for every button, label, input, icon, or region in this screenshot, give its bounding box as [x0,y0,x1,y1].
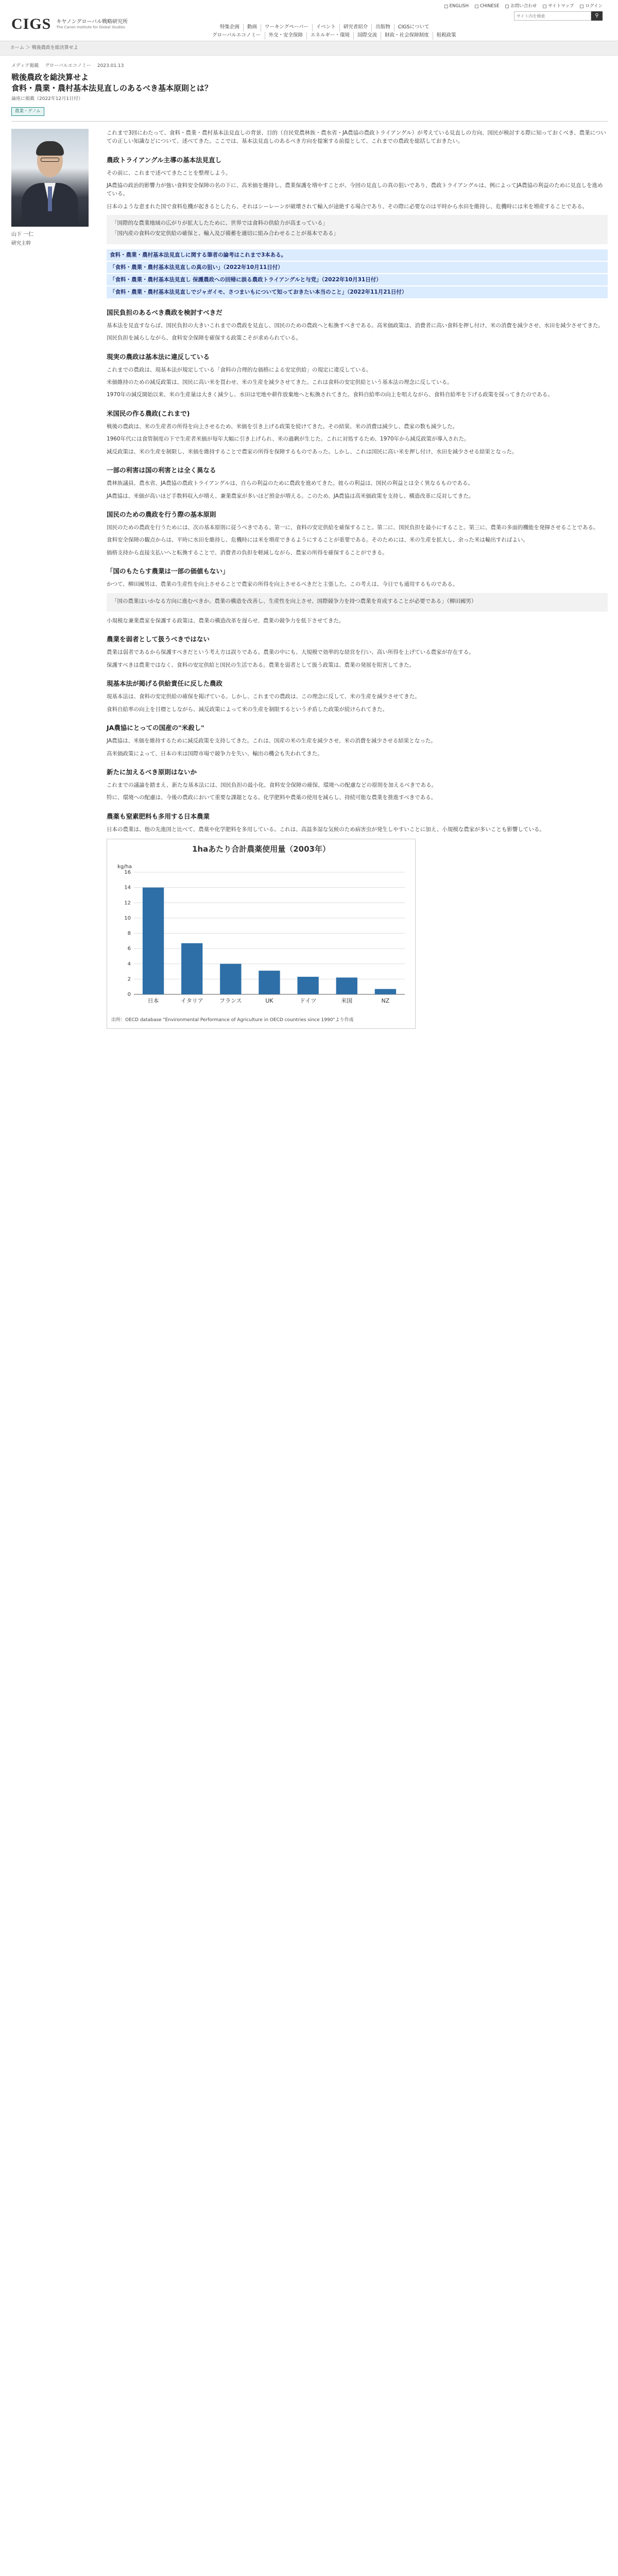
paragraph: 国民負担を減らしながら、食料安全保障を確保する政策こそが求められている。 [107,335,301,342]
paragraph: 保護すべきは農業ではなく、食料の安定供給と国民の生活である。農業を弱者として扱う政策は、農業の発展を阻害してきた。 [107,662,415,668]
source-note: 論座に掲載（2022年12月1日付） [11,96,83,101]
chart-bar [297,977,318,994]
search-button[interactable] [591,11,603,21]
topic-tag[interactable]: 農業・ゲノム [11,107,44,116]
quote-block [107,593,608,612]
author-photo [11,129,89,227]
nav-item-about[interactable]: CIGSについて [394,24,433,31]
chart-ylabel: kg/ha [117,863,132,870]
paragraph: 現基本法は、食料の安定供給の確保を掲げている。しかし、これまでの農政は、この理念に反して、米の生産を減少させてきた。 [107,693,420,700]
util-link-login[interactable]: ログイン [580,3,603,10]
nav-item-features[interactable]: 特集企画 [220,24,240,30]
title-line-2: 食料・農業・農村基本法見直しのあるべき基本原則とは？ [11,83,213,93]
pesticide-chart [107,839,416,1028]
related-link[interactable]: 「食料・農業・農村基本法見直しでジャガイモ、さつまいもについて知っておきたい本当のこと」（2022年11月21日付） [107,286,608,298]
chart-xtick-label: フランス [219,997,242,1004]
paragraph: 基本法を見直すならば、国民負担の大きいこれまでの農政を見直し、国民のための農政へと転換すべきである。高米価政策は、消費者に高い食料を押し付け、米の消費を減少させ、水田を減少させてきた。 [107,322,604,329]
section-heading: 「国のもたらす農業は一部の価値もない」 [107,567,229,575]
chart-ytick-label: 16 [124,869,131,875]
paragraph: かつて、柳田國男は、農業の生産性を向上させることで農家の所得を向上させるべきだと主張した。この考えは、今日でも通用するものである。 [107,581,458,588]
chart-xtick-label: ドイツ [299,997,317,1004]
square-icon [543,5,546,8]
util-link-sitemap[interactable]: サイトマップ [543,3,574,10]
chart-ytick-label: 4 [127,961,131,967]
chart-ytick-label: 2 [127,976,131,982]
section-heading: 農業を弱者として扱うべきではない [107,635,210,643]
paragraph: 価格支持から直接支払いへと転換することで、消費者の負担を軽減しながら、農家の所得を確保することができる。 [107,549,388,556]
chart-xtick-label: 日本 [147,997,159,1004]
util-link-chinese[interactable]: CHINESE [475,3,499,10]
meta-category[interactable]: メディア掲載 [11,63,39,69]
paragraph: 高米価政策によって、日本の米は国際市場で競争力を失い、輸出の機会も失われてきた。 [107,750,323,757]
related-articles [107,249,608,298]
paragraph: 日本のような恵まれた国で食料危機が起きるとしたら、それはシーレーンが破壊されて輸入が途絶する場合であり、その際に必要なのは平時から水田を維持し、危機時には米を増産することである。 [107,203,588,210]
chart-bar [181,943,202,994]
divider [11,121,608,122]
chart-title: 1haあたり合計農薬使用量（2003年） [192,844,330,854]
section-heading: 現基本法が掲げる供給責任に反した農政 [107,680,223,688]
paragraph: 農業は弱者であるから保護すべきだという考え方は誤りである。農業の中にも、大規模で効率的な経営を行い、高い所得を上げている農家が存在する。 [107,649,474,656]
site-header [0,0,618,41]
square-icon [505,5,509,8]
paragraph: その前に、これまで述べてきたことを整理しよう。 [107,170,231,176]
chart-ytick-label: 10 [124,915,131,921]
section-heading: 米国民の作る農政(これまで) [107,409,190,417]
related-link[interactable]: 「食料・農業・農村基本法見直し 保護農政への回帰に誤る農政トライアングルと与党」（2022年10月31日付） [107,274,608,285]
topic-global-economy[interactable]: グローバルエコノミー [212,32,261,38]
page-title [11,72,608,94]
chart-source: 出所：OECD database "Environmental Performance of Agriculture in OECD countries since 1990"より作成 [111,1017,354,1023]
chart-bar [143,887,164,994]
topic-fiscal[interactable]: 財政・社会保障制度 [381,32,433,40]
site-search [514,11,603,21]
section-heading: 農政トライアングル主導の基本法見直し [107,156,222,164]
quote-text: 「国の農業はいかなる方向に進むべきか。農業の構造を改善し、生産性を向上させ、国際競争力を持つ農業を育成することが必要である」（柳田國男） [112,598,477,604]
chart-ytick-label: 14 [124,885,131,891]
section-heading: 一部の利害は国の利害とは全く異なる [107,466,216,474]
meta-date: 2023.01.13 [97,63,124,69]
quote-block [107,215,608,244]
related-link[interactable]: 「食料・農業・農村基本法見直しの真の狙い」（2022年10月11日付） [107,262,608,273]
nav-item-events[interactable]: イベント [312,24,339,31]
chart-ytick-label: 6 [127,945,131,952]
chart-ytick-label: 8 [127,930,131,937]
chart-plot [111,858,412,1012]
author-role: 研究主幹 [11,240,31,246]
article-meta [11,63,608,70]
chart-ytick-label: 0 [127,991,131,997]
paragraph: 特に、環境への配慮は、今後の農政において重要な課題となる。化学肥料や農薬の使用を減らし、持続可能な農業を推進すべきである。 [107,794,437,801]
nav-item-videos[interactable]: 動画 [243,24,261,31]
paragraph: 食料安全保障の観点からは、平時に水田を維持し、危機時には米を増産できるようにすることが重要である。そのためには、米の生産を拡大し、余った米は輸出すればよい。 [107,537,528,544]
article-container [0,56,618,1029]
chart-xtick-label: 米国 [341,997,353,1004]
nav-item-researchers[interactable]: 研究者紹介 [339,24,372,31]
utility-links [444,3,603,10]
author-sidebar [11,129,107,1029]
chart-bar [259,971,280,994]
author-name[interactable]: 山下 一仁 [11,232,34,238]
paragraph: JA農協の政治的影響力が強い食料安全保障の名の下に、高米価を維持し、農業保護を増やすことが、今回の見直しの真の狙いであり、農政トライアングルは、例によってJA農協の利益のために見直しを進めている。 [107,182,603,197]
search-icon: ⚲ [595,13,599,19]
chart-xtick-label: UK [265,997,273,1004]
chart-bar [375,989,396,994]
related-intro: 食料・農業・農村基本法見直しに関する筆者の論考はこれまで3本ある。 [107,249,608,261]
logo-mark: CIGS [11,15,52,32]
meta-subcategory[interactable]: グローバルエコノミー [45,63,91,69]
chart-xtick-label: NZ [381,997,390,1004]
paragraph: 1970年の減反開始以来、米の生産量は大きく減少し、水田は宅地や耕作放棄地へと転換されてきた。食料自給率の向上を唱えながら、食料自給率を下げる政策を採ってきたのである。 [107,392,553,398]
paragraph: 戦後の農政は、米の生産者の所得を向上させるため、米価を引き上げる政策を続けてきた。その結果、米の消費は減少し、農家の数も減少した。 [107,423,458,430]
util-link-contact[interactable]: お問い合わせ [505,3,537,10]
paragraph: 減反政策は、米の生産を制限し、米価を維持することで農家の所得を保障するものであった。しかし、これは国民に高い米を押し付け、水田を減少させる結果となった。 [107,448,518,455]
logo-japanese: キヤノングローバル戦略研究所 [56,19,128,25]
paragraph: 米価維持のための減反政策は、国民に高い米を買わせ、米の生産を減少させてきた。これは食料の安定供給という基本法の理念に反している。 [107,379,453,386]
breadcrumb[interactable]: ホーム ＞ 戦後農政を総決算せよ [0,41,618,56]
paragraph: 小規模な兼業農家を保護する政策は、農業の構造改革を遅らせ、農業の競争力を低下させてきた。 [107,617,345,624]
site-logo[interactable] [11,12,128,37]
chart-bar [220,963,241,994]
nav-item-publications[interactable]: 出版物 [371,24,394,31]
section-heading: 国民のための農政を行う際の基本原則 [107,510,216,518]
topic-tax[interactable]: 租税政策 [433,32,460,40]
topic-nav [209,32,460,40]
paragraph: 1960年代には食管制度の下で生産者米価が毎年大幅に引き上げられ、米の過剰が生じた。これに対処するため、1970年から減反政策が導入された。 [107,436,470,443]
paragraph: これまでの農政は、現基本法が規定している「食料の合理的な価格による安定供給」の規定に違反している。 [107,366,372,373]
main-nav [216,24,433,31]
intro-paragraph: これまで3回にわたって、食料・農業・農村基本法見直しの背景、目的（自民党農林族・農水省・JA農協の農政トライアングル）が考えている見直しの方向、国民が検討する際に知っておくべき、農業についての正しい知識などについて、述べてきた。ここでは、基本法見直しのあるべき方向を提案する前提として、これまでの農政を総括しておきたい。 [107,130,606,145]
chart-bar [336,977,357,994]
quote-text: 「国内産の食料の安定供給の確保と、輸入及び備蓄を適切に組み合わせることが基本である」 [112,230,339,237]
util-link-english[interactable]: ENGLISH [444,3,469,10]
chart-ytick-label: 12 [124,900,131,906]
search-input[interactable] [514,11,591,21]
square-icon [580,5,583,8]
section-heading: 国民負担のあるべき農政を検討すべきだ [107,308,222,316]
paragraph: 日本の農業は、他の先進国と比べて、農薬や化学肥料を多用している。これは、高温多湿な気候のため病害虫が発生しやすいことに加え、小規模な農家が多いことも影響している。 [107,826,545,833]
section-heading: 新たに加えるべき原則はないか [107,768,197,776]
paragraph: 食料自給率の向上を目標としながら、減反政策によって米の生産を制限するという矛盾した政策が続けられてきた。 [107,706,388,713]
paragraph: これまでの議論を踏まえ、新たな基本法には、国民負担の最小化、食料安全保障の確保、環境への配慮などの原則を加えるべきである。 [107,782,437,789]
paragraph: 農林族議員、農水省、JA農協の農政トライアングルは、自らの利益のために農政を進めてきた。彼らの利益は、国民の利益とは全く異なるものである。 [107,480,474,487]
title-line-1: 戦後農政を総決算せよ [11,72,89,82]
section-heading: 農薬も窒素肥料も多用する日本農業 [107,812,210,820]
chart-xtick-label: イタリア [180,997,203,1004]
topic-diplomacy[interactable]: 外交・安全保障 [265,32,307,40]
section-heading: 現実の農政は基本法に違反している [107,352,210,361]
paragraph: 国民のための農政を行うためには、次の基本原則に従うべきである。第一に、食料の安定供給を確保すること。第二に、国民負担を最小にすること。第三に、農業の多面的機能を発揮させることである。 [107,524,599,531]
article-body [107,129,608,1029]
logo-english: The Canon Institute for Global Studies [56,25,125,30]
nav-item-working-papers[interactable]: ワーキングペーパー [261,24,312,31]
square-icon [444,5,448,8]
topic-intl-exchange[interactable]: 国際交流 [353,32,381,40]
topic-energy[interactable]: エネルギー・環境 [306,32,353,40]
section-heading: JA農協にとっての国産の"米殺し" [107,723,204,732]
quote-text: 「国際的な農業地域の広がりが拡大したために、世界では食料の供給力が高まっている」 [112,220,328,227]
paragraph: JA農協は、米価が高いほど手数料収入が増え、兼業農家が多いほど預金が増える。このため、JA農協は高米価政策を支持し、構造改革に反対してきた。 [107,493,474,499]
square-icon [475,5,478,8]
paragraph: JA農協は、米価を維持するために減反政策を支持してきた。これは、国産の米の生産を減少させ、米の消費を減少させる結果となった。 [107,738,436,744]
